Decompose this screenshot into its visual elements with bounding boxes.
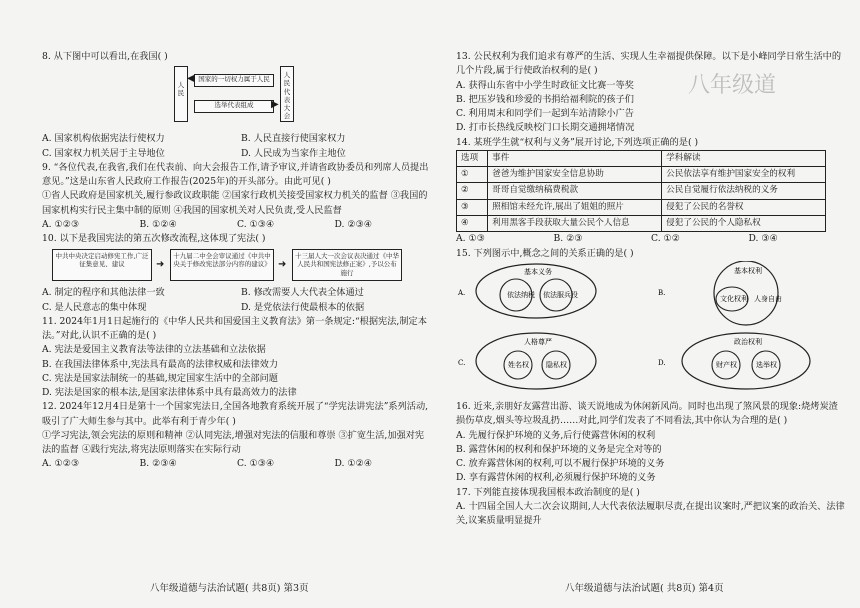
q10-options: [42, 286, 432, 315]
q15-b-c1-label: 文化权利: [720, 294, 748, 303]
q8-figure: [42, 64, 432, 132]
q11-option-c[interactable]: C. 宪法是国家法制统一的基础,规定国家生活中的全部问题: [42, 372, 278, 384]
q15-a-c2-label: 依法服兵役: [543, 290, 578, 299]
q11-option-b[interactable]: B. 在我国法律体系中,宪法具有最高的法律权威和法律效力: [42, 358, 279, 370]
q15-a-outer-label: 基本义务: [524, 267, 552, 276]
q17-option-a[interactable]: A. 十四届全国人大二次会议期间,人大代表依法履职尽责,在提出议案时,严把议案的政治关、法律关,议案质量明显提升: [456, 500, 845, 527]
q15-stem: 15. 下列图示中,概念之间的关系正确的是( ): [456, 247, 634, 259]
table-row: [457, 167, 826, 183]
table-row: [457, 216, 826, 232]
q12-option-c[interactable]: C. ①③④: [237, 458, 275, 470]
q9-option-c[interactable]: C. ①③④: [237, 218, 275, 230]
q9-option-a[interactable]: A. ①②③: [42, 218, 80, 230]
table-header-cell: 事件: [488, 150, 662, 166]
q17-stem: 17. 下列能直接体现我国根本政治制度的是( ): [456, 486, 640, 498]
q10-step-1: 中共中央决定启动修宪工作,广泛征集意见、建议: [52, 249, 152, 281]
q14-option-d[interactable]: D. ③④: [748, 233, 778, 245]
right-column: [456, 50, 846, 528]
q15-b-outer-label: 基本权利: [734, 266, 762, 275]
table-cell: 侵犯了公民的个人隐私权: [662, 216, 826, 232]
q16-option-b[interactable]: B. 露营休闲的权利和保护环境的义务是完全对等的: [456, 443, 662, 455]
q13-options: [456, 79, 846, 136]
q8-stem: 8. 从下图中可以看出,在我国( ): [42, 51, 168, 62]
q12-items: ①学习宪法,领会宪法的原则和精神 ②认同宪法,增强对宪法的信服和尊崇 ③扩宽生活,加强对宪法的监督 ④践行宪法,将宪法原则落实在实际行动: [42, 429, 425, 455]
q14-table: [456, 150, 826, 233]
q10-stem: 10. 以下是我国宪法的第五次修改流程,这体现了宪法( ): [42, 233, 266, 244]
table-cell: ①: [457, 167, 488, 183]
q10-step-2: 十九届二中全会审议通过《中共中央关于修改宪法部分内容的建议》: [170, 249, 274, 281]
q15-label-c[interactable]: C.: [458, 358, 466, 367]
q10-option-a[interactable]: A. 制定的程序和其他法律一致: [42, 287, 165, 299]
q15-c-c2-label: 隐私权: [546, 360, 567, 369]
q15-d-c1-label: 财产权: [716, 360, 737, 369]
q8-option-a[interactable]: A. 国家机构依据宪法行使权力: [42, 133, 165, 145]
table-row: [457, 183, 826, 199]
q12-option-d[interactable]: D. ①②④: [334, 458, 373, 470]
q16-options: [456, 429, 846, 486]
q15-venn-diagrams: [456, 261, 846, 395]
q12-options: [42, 457, 432, 471]
table-cell: 公民依法享有维护国家安全的权利: [662, 167, 826, 183]
q16-option-c[interactable]: C. 放弃露营休闲的权利,可以不履行保护环境的义务: [456, 458, 665, 470]
q16-stem: 16. 近来,亲朋好友露营出游、谈天说地成为休闲新风尚。同时也出现了煞风景的现象:烧烤炭渣损伤草皮,烟头等垃圾乱扔……对此,同学们发表了不同看法,其中你认为合理的是( ): [456, 401, 838, 427]
q10-flow: [42, 246, 432, 286]
q11-option-d[interactable]: D. 宪法是国家的根本法,是国家法律体系中具有最高效力的法律: [42, 387, 297, 398]
left-column: [42, 50, 432, 472]
flow-arrow-icon: ➜: [278, 259, 287, 271]
q16-option-d[interactable]: D. 享有露营休闲的权利,必须履行保护环境的义务: [456, 472, 656, 484]
q15-a-c1-label: 依法纳税: [507, 290, 535, 299]
q15-c-c1-label: 姓名权: [508, 360, 529, 369]
q14-option-c[interactable]: C. ①②: [651, 233, 681, 245]
q9-option-b[interactable]: B. ①②④: [139, 218, 177, 230]
table-cell: 利用黑客手段获取大量公民个人信息: [488, 216, 662, 232]
q11-options: [42, 343, 432, 400]
left-arrow-icon: ◀: [187, 73, 195, 85]
q15-b-c2-label: 人身自由: [754, 294, 782, 303]
q13-option-c[interactable]: C. 利用周末和同学们一起到车站清除小广告: [456, 108, 634, 119]
q16-option-a[interactable]: A. 先履行保护环境的义务,后行使露营休闲的权利: [456, 429, 656, 441]
q8-option-b[interactable]: B. 人民直接行使国家权力: [241, 133, 346, 145]
table-cell: 照相馆未经允许,展出了姐姐的照片: [488, 199, 662, 215]
q11-stem: 11. 2024年1月1日起施行的《中华人民共和国爱国主义教育法》第一条规定:“根据宪法,制定本法。”对此,认识不正确的是( ): [42, 315, 427, 341]
right-arrow-icon: ▶: [271, 99, 279, 111]
table-cell: ④: [457, 216, 488, 232]
table-header-cell: 选项: [457, 150, 488, 166]
q8-top-arrow-box: 国家的一切权力属于人民: [194, 74, 274, 87]
page-footer-right: 八年级道德与法治试题( 共8页) 第4页: [565, 583, 724, 594]
q12-option-a[interactable]: A. ①②③: [42, 458, 80, 470]
q13-stem: 13. 公民权利为我们追求有尊严的生活、实现人生幸福提供保障。以下是小峰同学日常生活中的几个片段,属于行使政治权利的是( ): [456, 51, 842, 77]
q15-d-c2-label: 选举权: [756, 360, 777, 369]
table-cell: 爸爸为维护国家安全信息协助: [488, 167, 662, 183]
q14-stem: 14. 某班学生就“权利与义务”展开讨论,下列选项正确的是( ): [456, 136, 699, 148]
q15-label-a[interactable]: A.: [458, 288, 466, 297]
q14-options: [456, 232, 846, 246]
table-cell: 哥哥自觉缴纳稿费税款: [488, 183, 662, 199]
q9-options: [42, 218, 432, 232]
q8-option-c[interactable]: C. 国家权力机关居于主导地位: [42, 147, 165, 159]
q15-c-outer-label: 人格尊严: [524, 337, 552, 346]
table-cell: ③: [457, 199, 488, 215]
q8-options: [42, 132, 432, 161]
q8-option-d[interactable]: D. 人民成为当家作主地位: [241, 147, 346, 159]
table-cell: 公民自觉履行依法纳税的义务: [662, 183, 826, 199]
q10-option-d[interactable]: D. 是党依法行使最根本的依据: [241, 301, 365, 313]
table-header-cell: 学科解读: [662, 150, 826, 166]
table-header-row: [457, 150, 826, 166]
flow-arrow-icon: ➜: [156, 259, 165, 271]
watermark-text: 八年级道: [688, 73, 777, 98]
q9-stem: 9. “各位代表,在我省,我们在代表前、向大会报告工作,请予审议,并请省政协委员和列席人员提出意见。”这是山东省人民政府工作报告(2025年)的开头部分。由此可见( ): [42, 161, 429, 187]
table-cell: ②: [457, 183, 488, 199]
q10-option-b[interactable]: B. 修改需要人大代表全体通过: [241, 287, 364, 299]
q10-step-3: 十三届人大一次会议表决通过《中华人民共和国宪法修正案》,予以公布施行: [292, 249, 402, 281]
q15-label-b[interactable]: B.: [658, 288, 666, 297]
page-footer-left: 八年级道德与法治试题( 共8页) 第3页: [150, 583, 309, 594]
q8-bottom-arrow-box: 选举代表组成: [194, 100, 274, 113]
q13-option-d[interactable]: D. 打市长热线反映校门口长期交通拥堵情况: [456, 122, 635, 134]
q15-d-outer-label: 政治权利: [734, 337, 762, 346]
q14-option-b[interactable]: B. ②③: [553, 233, 583, 245]
q13-option-b[interactable]: B. 把压岁钱和珍爱的书捐给福利院的孩子们: [456, 93, 634, 105]
q9-option-d[interactable]: D. ②③④: [334, 218, 373, 230]
q8-people-box: 人民: [174, 66, 188, 122]
q15-label-d[interactable]: D.: [658, 358, 666, 367]
q8-npc-box: 人民代表大会: [280, 66, 294, 122]
table-row: [457, 199, 826, 215]
q11-option-a[interactable]: A. 宪法是爱国主义教育法等法律的立法基础和立法依据: [42, 344, 266, 356]
q13-option-a[interactable]: A. 获得山东省中小学生时政征文比赛一等奖: [456, 79, 634, 91]
table-cell: 侵犯了公民的名誉权: [662, 199, 826, 215]
q9-items: ①省人民政府是国家机关,履行参政议政职能 ②国家行政机关接受国家权力机关的监督 ③我国的国家机构实行民主集中制的原则 ④我国的国家机关对人民负责,受人民监督: [42, 190, 428, 216]
q14-option-a[interactable]: A. ①③: [456, 233, 485, 245]
q12-stem: 12. 2024年12月4日是第十一个国家宪法日,全国各地教育系统开展了“学宪法讲宪法”系列活动,吸引了广大师生参与其中。此举有利于青少年( ): [42, 401, 429, 427]
q10-option-c[interactable]: C. 是人民意志的集中体现: [42, 301, 147, 313]
q12-option-b[interactable]: B. ②③④: [139, 458, 177, 470]
